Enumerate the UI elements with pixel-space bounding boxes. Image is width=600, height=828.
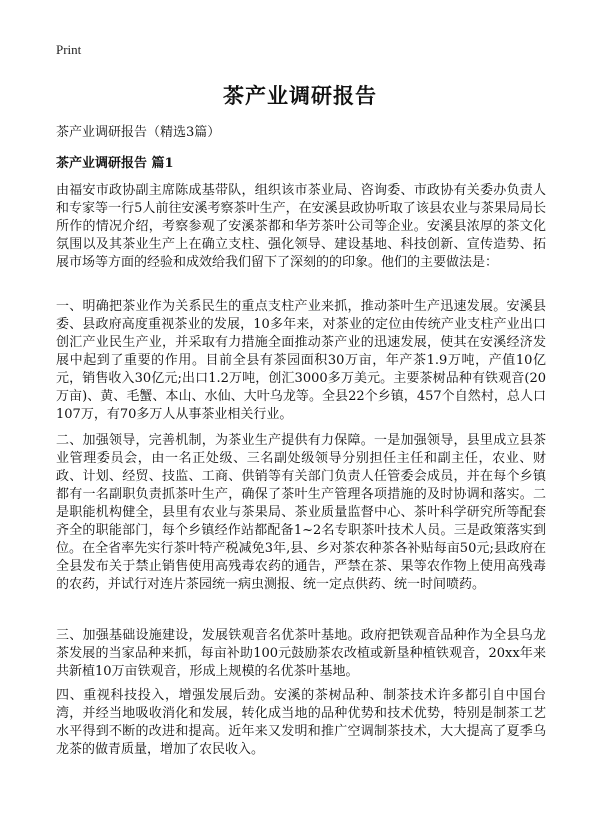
paragraph-point-2: 二、加强领导，完善机制，为茶业生产提供有力保障。一是加强领导，县里成立县茶业管理委员会，由一名正处级、三名副处级领导分别担任主任和副主任，农业、财政、计划、经贸、技监、工商、供销等有关部门负责人任管委会成员，并在每个乡镇都有一名副职负责抓茶叶生产，确保了茶叶生产管理各项措施的及时协调和落实。二是职能机构健全，县里有农业与茶果局、茶业质量监督中心、茶叶科学研究所等配套齐全的职能部门，每个乡镇经作站都配备1~2名专职茶叶技术人员。三是政策落实到位。在全省率先实行茶叶特产税减免3年,县、乡对茶农种茶各补贴每亩50元;县政府在全县发布关于禁止销售使用高残毒农药的通告，严禁在茶、果等农作物上使用高残毒的农药，并试行对连片茶园统一病虫测报、统一定点供药、统一时间喷药。 <box>56 433 546 592</box>
section-heading: 茶产业调研报告 篇1 <box>56 156 174 171</box>
print-label: Print <box>56 42 82 57</box>
paragraph-point-3: 三、加强基础设施建设，发展铁观音名优茶叶基地。政府把铁观音品种作为全县乌龙茶发展的当家品种来抓，每亩补助100元鼓励茶农改植或新垦种植铁观音，20xx年来共新植10万亩铁观音，形成上规模的名优茶叶基地。 <box>56 628 546 679</box>
paragraph-intro: 由福安市政协副主席陈成基带队，组织该市茶业局、咨询委、市政协有关委办负责人和专家等一行5人前往安溪考察茶叶生产，在安溪县政协听取了该县农业与茶果局局长所作的情况介绍，考察参观了安溪茶都和华芳茶叶公司等企业。安溪县浓厚的茶文化氛围以及其茶业生产上在确立支柱、强化领导、建设基地、科技创新、宣传造势、拓展市场等方面的经验和成效给我们留下了深刻的的印象。他们的主要做法是： <box>56 183 546 270</box>
paragraph-point-4: 四、重视科技投入，增强发展后劲。安溪的茶树品种、制茶技术许多都引自中国台湾，并经当地吸收消化和发展，转化成当地的品种优势和技术优势，特别是制茶工艺水平得到不断的改进和提高。近年来又发明和推广空调制茶技术，大大提高了夏季乌龙茶的做青质量，增加了农民收入。 <box>56 688 546 757</box>
page-title: 茶产业调研报告 <box>223 83 377 108</box>
paragraph-point-1: 一、明确把茶业作为关系民生的重点支柱产业来抓，推动茶叶生产迅速发展。安溪县委、县政府高度重视茶业的发展，10多年来，对茶业的定位由传统产业支柱产业出口创汇产业民生产业，并采取有力措施全面推动茶产业的迅速发展，使其在安溪经济发展中起到了重要的作用。目前全县有茶园面积30万亩，年产茶1.9万吨，产值10亿元，销售收入30亿元;出口1.2万吨，创汇3000多万美元。主要茶树品种有铁观音(20万亩)、黄、毛蟹、本山、水仙、大叶乌龙等。全县22个乡镇，457个自然村，总人口107万，有70多万人从事茶业相关行业。 <box>56 299 546 422</box>
document-subtitle: 茶产业调研报告（精选3篇） <box>56 125 221 140</box>
